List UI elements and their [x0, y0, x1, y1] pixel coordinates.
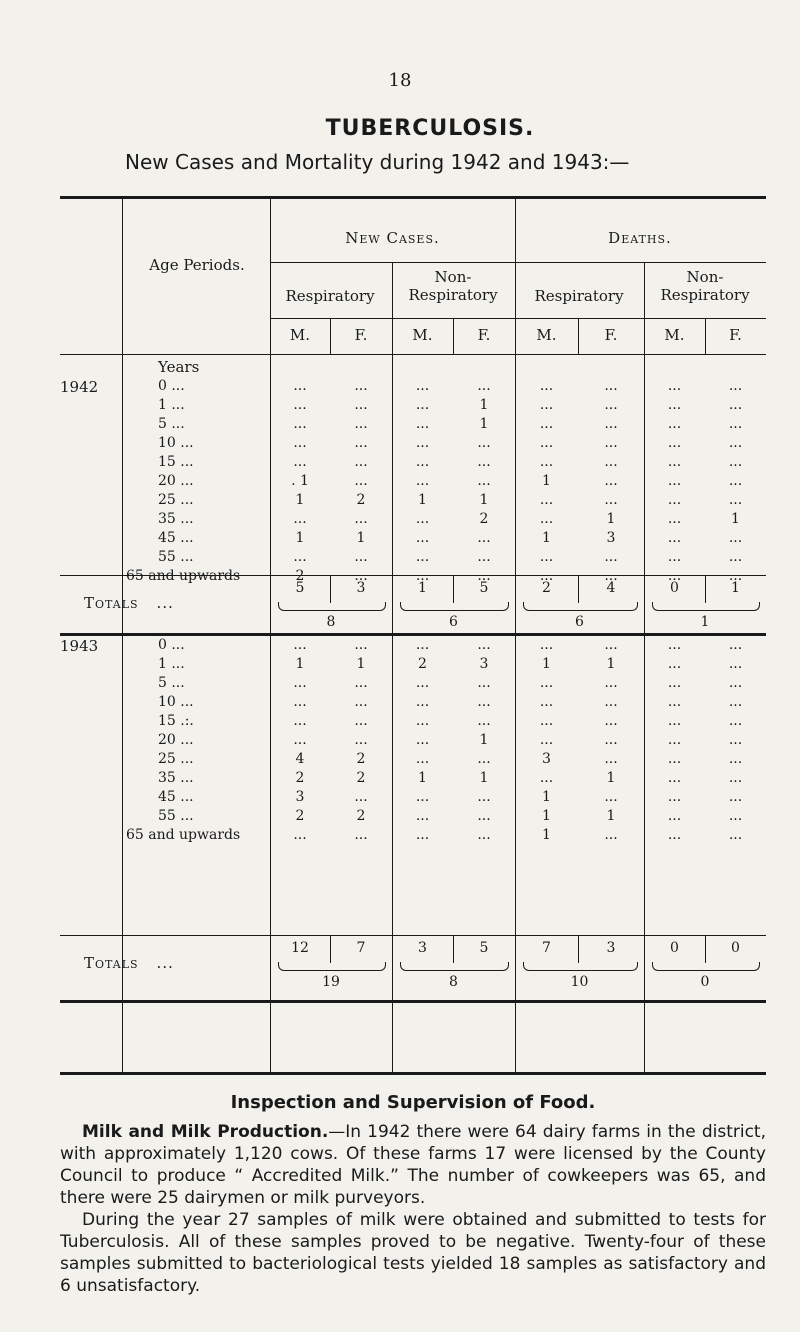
hline-subheader: [270, 262, 766, 263]
table-cell: 3: [606, 530, 616, 546]
table-cell: ...: [604, 378, 618, 394]
table-cell: 2: [356, 808, 366, 824]
table-cell: ...: [354, 789, 368, 805]
table-cell: ...: [667, 675, 682, 691]
header-deaths-non-respiratory: [644, 268, 766, 304]
age-period-label: 55 ...: [158, 808, 194, 824]
total-cell: 0: [731, 940, 740, 956]
table-cell: 1: [606, 656, 616, 672]
table-cell: ...: [539, 492, 554, 508]
table-cell: ...: [354, 454, 368, 470]
total-brace: [278, 602, 386, 611]
table-cell: 2: [356, 751, 366, 767]
total-brace: [400, 962, 509, 971]
table-cell: ...: [728, 530, 743, 546]
table-cell: ...: [667, 656, 682, 672]
total-cell: 7: [542, 940, 551, 956]
table-cell: ...: [667, 549, 682, 565]
header-new-non-line1: Non-: [434, 268, 472, 286]
table-cell: ...: [604, 827, 618, 843]
header-male: M.: [289, 326, 311, 344]
hline-header-bottom: [60, 354, 766, 355]
age-period-label: 10 ...: [158, 435, 194, 451]
table-cell: ...: [539, 549, 554, 565]
table-cell: ...: [604, 416, 618, 432]
header-deaths-respiratory: Respiratory: [534, 287, 624, 305]
table-cell: ...: [539, 435, 554, 451]
table-cell: ...: [477, 675, 491, 691]
table-cell: ...: [415, 675, 430, 691]
table-cell: 1: [479, 397, 489, 413]
age-period-label: 15 ...: [158, 454, 194, 470]
total-cell: 3: [356, 580, 366, 596]
hline-mf: [270, 318, 766, 319]
header-new-non-respiratory: [392, 268, 514, 304]
table-cell: ...: [667, 473, 682, 489]
year-label: 1942: [60, 378, 99, 396]
table-cell: ...: [477, 454, 491, 470]
table-cell: ...: [667, 732, 682, 748]
table-cell: ...: [667, 435, 682, 451]
combined-total: 19: [322, 974, 340, 990]
page-number: 18: [388, 70, 412, 91]
table-cell: ...: [354, 435, 368, 451]
table-cell: 1: [542, 827, 551, 843]
total-cell: 1: [418, 580, 427, 596]
table-cell: 1: [479, 416, 489, 432]
combined-total: 8: [449, 974, 458, 990]
table-cell: 4: [295, 751, 305, 767]
table-cell: ...: [415, 637, 430, 653]
table-top-rule: [60, 196, 766, 199]
table-cell: 1: [606, 511, 616, 527]
age-period-label: 0 ...: [158, 378, 185, 394]
table-cell: ...: [477, 473, 491, 489]
age-period-label: 0 ...: [158, 637, 185, 653]
table-cell: 2: [418, 656, 427, 672]
age-period-label: 45 ...: [158, 789, 194, 805]
table-cell: ...: [728, 637, 743, 653]
divider-mf-header: [705, 318, 706, 354]
totals-dots: ...: [156, 594, 174, 612]
header-female: F.: [729, 326, 742, 344]
table-cell: ...: [293, 397, 307, 413]
hline-totals-1943-top: [60, 935, 766, 936]
total-cell: 1: [731, 580, 740, 596]
table-cell: ...: [293, 713, 307, 729]
total-brace: [652, 602, 760, 611]
table-cell: ...: [728, 827, 743, 843]
table-cell: ...: [293, 694, 307, 710]
age-period-label: 5 ...: [158, 416, 185, 432]
table-cell: 1: [356, 656, 366, 672]
table-cell: ...: [667, 789, 682, 805]
table-cell: ...: [293, 827, 307, 843]
total-brace: [400, 602, 509, 611]
table-cell: ...: [477, 751, 491, 767]
table-cell: 1: [295, 656, 305, 672]
table-cell: ...: [728, 397, 743, 413]
table-cell: ...: [293, 378, 307, 394]
header-male: M.: [664, 326, 685, 344]
table-cell: ...: [604, 789, 618, 805]
total-cell: 4: [606, 580, 616, 596]
table-cell: ...: [293, 454, 307, 470]
table-bottom-rule: [60, 1072, 766, 1075]
table-cell: ...: [604, 435, 618, 451]
table-cell: ...: [667, 568, 682, 584]
table-cell: ...: [539, 675, 554, 691]
table-cell: ...: [667, 637, 682, 653]
table-cell: 3: [479, 656, 489, 672]
table-cell: 1: [418, 492, 427, 508]
age-period-label: 25 ...: [158, 492, 194, 508]
table-cell: ...: [354, 694, 368, 710]
age-period-label: 45 ...: [158, 530, 194, 546]
table-cell: ...: [604, 549, 618, 565]
table-cell: ...: [415, 435, 430, 451]
table-cell: ...: [415, 827, 430, 843]
table-cell: ...: [667, 808, 682, 824]
combined-total: 10: [570, 974, 589, 990]
table-cell: 1: [606, 770, 616, 786]
table-cell: ...: [539, 511, 554, 527]
table-cell: ...: [415, 511, 430, 527]
table-cell: 1: [542, 789, 551, 805]
table-cell: ...: [354, 732, 368, 748]
table-cell: ...: [604, 473, 618, 489]
table-cell: ...: [415, 808, 430, 824]
total-cell: 2: [542, 580, 551, 596]
table-cell: ...: [667, 397, 682, 413]
table-cell: . 1: [291, 473, 309, 489]
table-cell: ...: [539, 770, 554, 786]
table-cell: ...: [667, 713, 682, 729]
table-cell: ...: [415, 416, 430, 432]
table-cell: ...: [604, 732, 618, 748]
table-cell: ...: [477, 789, 491, 805]
table-cell: ...: [354, 827, 368, 843]
total-cell: 5: [295, 580, 305, 596]
header-new-non-line2: Respiratory: [408, 286, 498, 304]
table-cell: ...: [415, 751, 430, 767]
total-cell: 0: [670, 940, 679, 956]
total-cell: 0: [670, 580, 679, 596]
table-cell: ...: [539, 454, 554, 470]
table-cell: ...: [728, 492, 743, 508]
table-cell: ...: [415, 454, 430, 470]
table-cell: ...: [354, 675, 368, 691]
table-cell: ...: [604, 454, 618, 470]
age-period-label: 1 ...: [158, 656, 185, 672]
table-cell: ...: [728, 416, 743, 432]
table-cell: ...: [293, 732, 307, 748]
total-brace: [523, 602, 638, 611]
age-period-label: 35 ...: [158, 770, 194, 786]
header-male: M.: [412, 326, 433, 344]
table-cell: ...: [539, 694, 554, 710]
table-cell: 1: [542, 808, 551, 824]
hline-1942-end: [60, 633, 766, 636]
table-cell: ...: [477, 568, 491, 584]
divider-mf-header: [330, 318, 331, 354]
table-cell: ...: [728, 675, 743, 691]
table-cell: ...: [728, 568, 743, 584]
table-cell: ...: [728, 454, 743, 470]
table-cell: ...: [667, 770, 682, 786]
header-deaths-non-line2: Respiratory: [660, 286, 750, 304]
total-cell: 5: [479, 580, 489, 596]
table-cell: 1: [542, 530, 551, 546]
age-period-label: 20 ...: [158, 473, 194, 489]
table-cell: ...: [604, 713, 618, 729]
table-cell: ...: [415, 378, 430, 394]
table-cell: ...: [415, 530, 430, 546]
table-cell: ...: [728, 732, 743, 748]
table-cell: ...: [415, 789, 430, 805]
table-cell: ...: [728, 549, 743, 565]
table-cell: ...: [728, 770, 743, 786]
table-cell: ...: [415, 549, 430, 565]
table-cell: 1: [542, 656, 551, 672]
table-cell: ...: [604, 568, 618, 584]
section-title: Inspection and Supervision of Food.: [230, 1092, 596, 1113]
table-cell: ...: [604, 397, 618, 413]
page-subtitle: New Cases and Mortality during 1942 and 1943:—: [125, 150, 630, 174]
header-female: F.: [354, 326, 368, 344]
table-cell: ...: [415, 568, 430, 584]
table-cell: 2: [356, 492, 366, 508]
table-cell: ...: [667, 511, 682, 527]
years-label: Years: [158, 358, 200, 376]
table-cell: 2: [295, 568, 305, 584]
table-cell: ...: [539, 568, 554, 584]
table-cell: ...: [293, 675, 307, 691]
table-cell: ...: [354, 568, 368, 584]
table-cell: ...: [667, 378, 682, 394]
age-period-label: 15 .:.: [158, 713, 194, 729]
table-cell: ...: [728, 713, 743, 729]
total-brace: [523, 962, 638, 971]
table-cell: ...: [415, 473, 430, 489]
table-cell: ...: [728, 473, 743, 489]
table-cell: 1: [295, 530, 305, 546]
totals-label: [84, 954, 174, 972]
header-new-cases: New Cases.: [345, 229, 440, 247]
table-cell: 1: [479, 732, 489, 748]
table-cell: ...: [604, 675, 618, 691]
table-cell: ...: [728, 694, 743, 710]
age-period-label: 25 ...: [158, 751, 194, 767]
table-cell: ...: [354, 397, 368, 413]
total-cell: 7: [356, 940, 366, 956]
table-cell: ...: [728, 435, 743, 451]
table-cell: ...: [293, 435, 307, 451]
table-cell: ...: [293, 416, 307, 432]
table-cell: ...: [539, 416, 554, 432]
age-period-label: 10 ...: [158, 694, 194, 710]
table-cell: 2: [356, 770, 366, 786]
table-cell: ...: [667, 751, 682, 767]
table-cell: ...: [728, 789, 743, 805]
table-cell: ...: [604, 637, 618, 653]
header-female: F.: [604, 326, 618, 344]
table-cell: ...: [293, 511, 307, 527]
total-cell: 5: [479, 940, 489, 956]
table-cell: 1: [356, 530, 366, 546]
table-cell: ...: [354, 473, 368, 489]
table-cell: ...: [477, 549, 491, 565]
totals-word: Totals: [84, 594, 139, 612]
combined-total: 1: [700, 614, 710, 630]
table-cell: 2: [479, 511, 489, 527]
table-cell: ...: [539, 378, 554, 394]
table-cell: ...: [477, 378, 491, 394]
divider-mf-header: [578, 318, 579, 354]
table-cell: ...: [728, 656, 743, 672]
table-cell: 3: [542, 751, 551, 767]
year-label: 1943: [60, 637, 99, 655]
table-cell: ...: [354, 549, 368, 565]
combined-total: 6: [575, 614, 584, 630]
table-cell: 1: [479, 770, 489, 786]
header-new-respiratory: Respiratory: [285, 287, 375, 305]
table-cell: ...: [539, 732, 554, 748]
table-cell: ...: [604, 751, 618, 767]
total-cell: 3: [606, 940, 616, 956]
table-cell: ...: [667, 827, 682, 843]
age-period-label: 20 ...: [158, 732, 194, 748]
combined-total: 6: [449, 614, 458, 630]
total-cell: 3: [418, 940, 427, 956]
age-period-label: 35 ...: [158, 511, 194, 527]
age-period-label: 65 and upwards: [126, 568, 241, 584]
table-cell: 1: [731, 511, 740, 527]
table-cell: ...: [415, 713, 430, 729]
table-cell: ...: [354, 637, 368, 653]
paragraph-text: —In 1942 there were 64 dairy farms in the district, with approximately 1,120 cows. Of these farms 17 were licensed by the County Council to produce “ Accredited Milk.” The number of cowkeepers was 65, and there were 25 dairymen or milk purveyors.: [60, 1122, 766, 1208]
header-deaths-non-line1: Non-: [686, 268, 724, 286]
table-cell: ...: [415, 397, 430, 413]
table-cell: ...: [477, 530, 491, 546]
table-cell: ...: [539, 397, 554, 413]
totals-dots: ...: [156, 954, 174, 972]
combined-total: 8: [326, 614, 336, 630]
table-cell: ...: [667, 530, 682, 546]
table-cell: 1: [606, 808, 616, 824]
table-cell: 1: [295, 492, 305, 508]
table-cell: ...: [477, 808, 491, 824]
age-period-label: 1 ...: [158, 397, 185, 413]
total-brace: [652, 962, 760, 971]
table-cell: ...: [604, 492, 618, 508]
table-cell: ...: [354, 378, 368, 394]
totals-word: Totals: [84, 954, 139, 972]
table-cell: ...: [293, 637, 307, 653]
total-cell: 12: [291, 940, 309, 956]
table-cell: 1: [542, 473, 551, 489]
header-female: F.: [477, 326, 491, 344]
table-cell: ...: [354, 713, 368, 729]
table-cell: ...: [728, 751, 743, 767]
table-cell: ...: [477, 694, 491, 710]
hline-1943-end: [60, 1000, 766, 1003]
table-cell: ...: [539, 713, 554, 729]
age-period-label: 55 ...: [158, 549, 194, 565]
age-period-label: 65 and upwards: [126, 827, 241, 843]
table-cell: ...: [477, 435, 491, 451]
table-cell: ...: [354, 511, 368, 527]
table-cell: ...: [667, 454, 682, 470]
table-cell: ...: [477, 827, 491, 843]
header-deaths: Deaths.: [608, 229, 672, 247]
table-cell: 3: [295, 789, 305, 805]
totals-label: [84, 594, 174, 612]
table-cell: ...: [667, 416, 682, 432]
milk-samples-paragraph: During the year 27 samples of milk were obtained and submitted to tests for Tuberculosis. All of these samples proved to be negative. Twenty-four of these samples submitted to bacteriological tests yielded 18 samples as satisfactory and 6 unsatisfactory.: [60, 1210, 766, 1296]
total-brace: [278, 962, 386, 971]
table-cell: ...: [667, 492, 682, 508]
table-cell: ...: [293, 549, 307, 565]
age-period-label: 5 ...: [158, 675, 185, 691]
combined-total: 0: [700, 974, 710, 990]
table-cell: ...: [728, 378, 743, 394]
paragraph-lead: Milk and Milk Production.: [82, 1122, 329, 1142]
table-cell: 1: [479, 492, 489, 508]
table-cell: 2: [295, 808, 305, 824]
table-cell: ...: [415, 732, 430, 748]
divider-mf-header: [453, 318, 454, 354]
table-cell: ...: [415, 694, 430, 710]
page-title: TUBERCULOSIS.: [325, 116, 535, 141]
table-cell: ...: [604, 694, 618, 710]
table-cell: ...: [728, 808, 743, 824]
table-cell: 1: [418, 770, 427, 786]
food-inspection-section: [60, 1092, 766, 1297]
header-age-periods: Age Periods.: [149, 256, 245, 274]
table-cell: 2: [295, 770, 305, 786]
table-cell: ...: [354, 416, 368, 432]
milk-production-paragraph: [60, 1121, 766, 1209]
header-male: M.: [536, 326, 557, 344]
table-cell: ...: [667, 694, 682, 710]
table-cell: ...: [539, 637, 554, 653]
table-cell: ...: [477, 713, 491, 729]
table-cell: ...: [477, 637, 491, 653]
